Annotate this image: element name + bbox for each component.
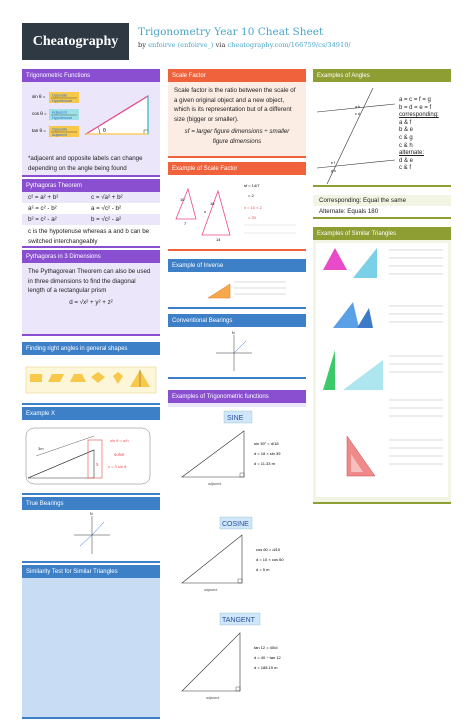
page-title: Trigonometry Year 10 Cheat Sheet <box>138 26 324 38</box>
corresponding-row <box>313 195 451 206</box>
cheatography-logo[interactable]: Cheatography <box>22 23 129 60</box>
true-bearings-header: True Bearings <box>22 497 160 510</box>
examples-trig-box <box>168 390 306 719</box>
trig-functions-note: *adjacent and opposite labels can change depending on the angle being found <box>28 155 143 172</box>
author-link[interactable]: enfoirve (enfoirve_) <box>148 41 214 49</box>
svg-text:tan 12 = 40/d: tan 12 = 40/d <box>254 645 278 650</box>
angles-list <box>399 97 439 173</box>
svg-text:x: x <box>204 209 206 214</box>
svg-text:d = 18 × sin 39: d = 18 × sin 39 <box>254 451 281 456</box>
svg-text:N: N <box>90 512 93 516</box>
svg-text:10: 10 <box>180 197 185 202</box>
pythagoras-3d-text: The Pythagorean Theorem can also be used in three dimensions to find the diagonal length of a rectangular prism <box>28 268 151 295</box>
tan-numerator: Opposite <box>52 127 68 132</box>
alternate-row <box>313 206 451 219</box>
pythagoras-header: Pythagoras Theorem <box>22 179 160 192</box>
svg-text:x: x <box>96 462 99 468</box>
svg-text:solve: solve <box>114 452 125 457</box>
svg-text:d = 5 m: d = 5 m <box>256 567 270 572</box>
sine-label: SINE <box>227 415 244 422</box>
pythagoras-row <box>22 214 160 225</box>
svg-text:adjacent: adjacent <box>208 482 222 486</box>
tangent-label: TANGENT <box>222 617 255 624</box>
similar-triangles-diagram <box>313 240 451 502</box>
pyth-formula-b2: b² = c² - a² <box>28 216 57 223</box>
angles-line: a = c = f = g <box>399 97 431 103</box>
sin-denominator: Hypotenuse <box>52 99 73 103</box>
conventional-bearings-header: Conventional Bearings <box>168 314 306 327</box>
by-label: by <box>138 41 146 49</box>
example-x-header: Example X <box>22 407 160 420</box>
svg-text:adjacent: adjacent <box>204 588 218 592</box>
example-inverse-header: Example of Inverse <box>168 259 306 272</box>
trig-functions-box <box>22 69 160 177</box>
theta-label: θ <box>103 128 106 134</box>
svg-text:d = 11.33 m: d = 11.33 m <box>254 461 275 466</box>
svg-text:= 2: = 2 <box>248 193 254 198</box>
true-bearings-diagram <box>22 510 160 560</box>
right-angles-box <box>22 342 160 405</box>
angles-line: c & h <box>399 142 413 149</box>
examples-trig-diagram <box>168 407 306 721</box>
svg-text:N: N <box>232 331 235 335</box>
trig-functions-header: Trigonometric Functions <box>22 69 160 82</box>
svg-text:c d: c d <box>355 112 360 116</box>
tan-denominator: Adjacent <box>52 133 67 137</box>
svg-text:16: 16 <box>210 201 215 206</box>
sin-numerator: Opposite <box>52 93 68 98</box>
conventional-bearings-diagram <box>168 327 306 377</box>
cos-label: cos θ = <box>32 111 47 116</box>
pythagoras-row <box>22 203 160 214</box>
example-scale-factor-diagram <box>168 175 306 249</box>
corresponding-text: Corresponding: Equal the same <box>319 197 407 204</box>
angles-line: b & e <box>399 127 414 134</box>
tan-label: tan θ = <box>32 128 46 133</box>
angles-line: c & f <box>399 165 412 172</box>
svg-text:sf = 14/7: sf = 14/7 <box>244 183 260 188</box>
examples-angles-box <box>313 69 451 187</box>
svg-text:d = 10 × cos 60: d = 10 × cos 60 <box>256 557 284 562</box>
svg-text:a b: a b <box>355 105 360 109</box>
pythagoras-3d-header: Pythagoras in 3 Dimensions <box>22 250 160 263</box>
examples-angles-header: Examples of Angles <box>313 69 451 82</box>
svg-text:cos 60 = d/10: cos 60 = d/10 <box>256 547 281 552</box>
angles-line: c & g <box>399 134 413 141</box>
svg-text:sin 39° = d/18: sin 39° = d/18 <box>254 441 279 446</box>
svg-text:14: 14 <box>216 237 221 242</box>
example-scale-factor-header: Example of Scale Factor <box>168 162 306 175</box>
svg-text:3m: 3m <box>38 446 44 451</box>
svg-text:x = 3 sin θ: x = 3 sin θ <box>108 464 127 469</box>
pyth-formula-c: c = √a² + b² <box>91 194 123 201</box>
example-x-box <box>22 407 160 495</box>
sin-label: sin θ = <box>32 94 46 99</box>
scale-factor-box <box>168 69 306 158</box>
svg-text:sin θ = o/h: sin θ = o/h <box>110 438 129 443</box>
pythagoras-row <box>22 192 160 203</box>
pythagoras-note: c is the hypotenuse whereas a and b can be switched interchangeably <box>28 228 150 245</box>
svg-text:= 20: = 20 <box>248 215 256 220</box>
right-angles-diagram <box>22 355 160 401</box>
pyth-formula-a: a = √c² - b² <box>91 205 122 212</box>
similar-triangles-header: Examples of Similar Triangles <box>313 227 451 240</box>
svg-text:g h: g h <box>331 169 336 173</box>
example-x-diagram <box>22 420 160 492</box>
alternate-text: Alternate: Equals 180 <box>319 208 379 215</box>
similarity-test-header: Similarity Test for Similar Triangles <box>22 565 160 578</box>
svg-text:d = 40 ÷ tan 12: d = 40 ÷ tan 12 <box>254 655 281 660</box>
example-inverse-box <box>168 259 306 309</box>
byline <box>138 41 351 49</box>
angles-line: alternate: <box>399 150 425 157</box>
cos-numerator: Adjacent <box>52 110 67 115</box>
angles-line: corresponding: <box>399 112 439 119</box>
cos-denominator: Hypotenuse <box>52 116 73 120</box>
example-inverse-diagram <box>168 272 306 308</box>
sheet-url-link[interactable]: cheatography.com/166759/cs/34910/ <box>227 41 351 49</box>
rectangle-shape <box>30 374 42 382</box>
pyth-formula-a2: a² = c² - b² <box>28 205 57 212</box>
svg-text:adjacent: adjacent <box>206 696 220 700</box>
scale-factor-header: Scale Factor <box>168 69 306 82</box>
examples-trig-header: Examples of Trigonometric functions <box>168 390 306 403</box>
pythagoras-3d-box <box>22 250 160 336</box>
svg-text:e f: e f <box>331 161 335 165</box>
example-scale-factor-box <box>168 162 306 251</box>
svg-text:x = 10 × 2: x = 10 × 2 <box>244 205 262 210</box>
svg-text:7: 7 <box>184 221 187 226</box>
conventional-bearings-box <box>168 314 306 379</box>
via-label: via <box>215 41 226 49</box>
true-bearings-box <box>22 497 160 563</box>
svg-text:d = 188.19 m: d = 188.19 m <box>254 665 278 670</box>
pyth-formula-c2: c² = a² + b² <box>28 194 59 201</box>
pythagoras-3d-formula: d = √x² + y² + z² <box>69 299 113 307</box>
angles-diagram <box>313 82 395 186</box>
pyth-formula-b: b = √c² - a² <box>91 216 122 223</box>
cosine-label: COSINE <box>222 521 249 528</box>
angles-line: a & f <box>399 119 412 126</box>
right-angles-header: Finding right angles in general shapes <box>22 342 160 355</box>
pythagoras-box <box>22 179 160 248</box>
scale-factor-text: Scale factor is the ratio between the scale of a given original object and a new object, which is its representation but of a different size (bigger or smaller). <box>174 87 296 124</box>
trig-functions-diagram <box>22 82 160 146</box>
similar-triangles-box <box>313 227 451 504</box>
angles-line: d & e <box>399 157 414 164</box>
scale-factor-formula: sf = larger figure dimensions ÷ smaller figure dimensions <box>184 127 290 145</box>
similarity-test-box <box>22 565 160 719</box>
angles-line: b = d = e = f <box>399 104 432 111</box>
